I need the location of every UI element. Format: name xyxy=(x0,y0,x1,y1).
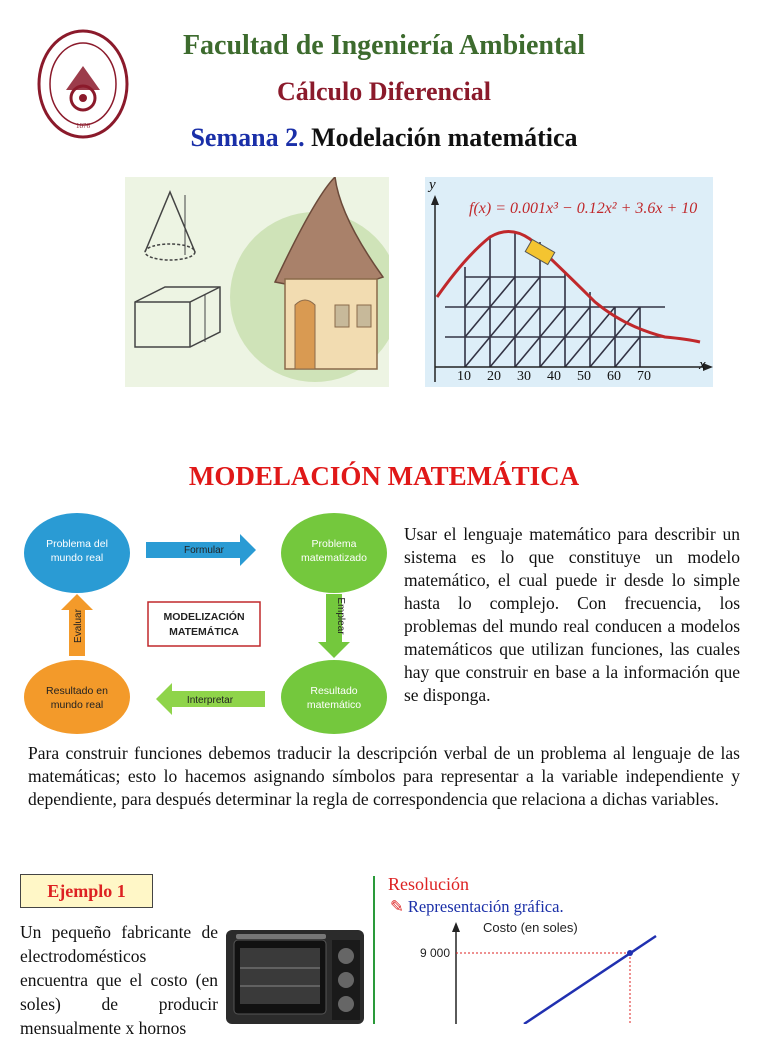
svg-text:MODELIZACIÓN xyxy=(163,610,244,623)
center-box xyxy=(148,602,260,646)
svg-text:Costo (en soles) xyxy=(483,920,578,935)
cost-axis-label: Costo (en soles) xyxy=(483,920,578,935)
course-title: Cálculo Diferencial xyxy=(277,77,491,106)
oven-image xyxy=(224,924,366,1024)
modeling-cycle-diagram xyxy=(20,508,395,738)
coaster-x-tick: 70 xyxy=(637,369,651,384)
coaster-x-tick: 40 xyxy=(547,369,561,384)
faculty-title: Facultad de Ingeniería Ambiental xyxy=(182,30,586,61)
divider-line xyxy=(373,876,375,1024)
resolution-title: Resolución xyxy=(388,874,469,894)
node-text: Problema del xyxy=(46,538,108,550)
arrow-label-evaluar: Evaluar xyxy=(73,609,84,643)
node-text: matematizado xyxy=(301,552,367,564)
coaster-y-axis: y xyxy=(429,177,436,193)
coaster-x-axis: x xyxy=(699,357,706,373)
node-text: mundo real xyxy=(50,699,104,711)
functions-description: Para construir funciones debemos traducir la descripción verbal de un problema al lenguaje de las matemáticas; esto lo hacemos asignando símbolos para representar a la variable independiente y dependiente, para después determinar la regla de correspondencia que relaciona a dichas variables. xyxy=(28,743,740,809)
svg-text:MATEMÁTICA xyxy=(169,625,239,638)
svg-text:Problema del xyxy=(46,538,108,550)
node-text: mundo real xyxy=(50,552,104,564)
pencil-icon: ✎ xyxy=(390,897,404,916)
node-real-result xyxy=(24,660,130,734)
coaster-x-tick: 20 xyxy=(487,369,501,384)
svg-text:Evaluar xyxy=(73,608,84,643)
coaster-x-tick: 50 xyxy=(577,369,591,384)
cost-graph xyxy=(384,916,768,1024)
svg-text:9 000 xyxy=(420,946,450,960)
arrow-label-interpretar: Interpretar xyxy=(186,695,234,706)
example-label-box xyxy=(20,874,153,908)
node-math-result xyxy=(281,660,387,734)
example-text: Un pequeño fabricante de electrodomésticos encuentra que el costo (en soles) de producir mensualmente x hornos xyxy=(20,922,218,1038)
svg-text:matematizado xyxy=(301,552,367,564)
svg-text:Interpretar xyxy=(187,695,234,706)
svg-text:mundo real xyxy=(51,699,104,711)
coaster-x-tick: 30 xyxy=(517,369,531,384)
center-text: MODELIZACIÓN xyxy=(163,611,245,623)
svg-text:Emplear xyxy=(335,597,346,635)
graphic-representation-row xyxy=(390,897,564,917)
node-text: Problema xyxy=(311,538,357,550)
cost-y-tick: 9 000 xyxy=(419,946,450,960)
svg-text:Formular xyxy=(184,545,225,556)
svg-text:Resultado en xyxy=(46,685,108,697)
node-text: matemático xyxy=(306,699,362,711)
geometry-house-illustration xyxy=(125,177,389,387)
svg-text:matemático xyxy=(307,699,361,711)
coaster-x-ticks xyxy=(425,369,713,387)
svg-text:Resultado xyxy=(310,685,357,697)
week-title xyxy=(0,123,768,153)
week-topic: Modelación matemática xyxy=(304,123,578,152)
arrow-label-emplear: Emplear xyxy=(335,597,346,635)
center-text: MATEMÁTICA xyxy=(169,626,239,638)
node-text: Resultado en xyxy=(46,685,108,697)
coaster-x-tick: 60 xyxy=(607,369,621,384)
graphic-representation-label: Representación gráfica. xyxy=(407,897,564,916)
example-label: Ejemplo 1 xyxy=(47,881,126,901)
node-text: Resultado xyxy=(310,685,358,697)
svg-text:1876: 1876 xyxy=(76,122,90,130)
section-title: MODELACIÓN MATEMÁTICA xyxy=(188,461,580,491)
week-label: Semana 2. xyxy=(190,123,305,152)
modeling-description: Usar el lenguaje matemático para describir un sistema es lo que constituye un modelo matemático, el cual puede ir desde lo simple hasta lo complejo. Con frecuencia, los problemas del mundo real conducen a modelos matemáticos que utilizan funciones, las cuales hay que construir en base a la información que se disponga. xyxy=(404,524,740,705)
svg-text:Problema xyxy=(312,538,357,550)
coaster-x-tick: 10 xyxy=(457,369,471,384)
arrow-label-formular: Formular xyxy=(183,545,225,556)
svg-text:mundo real xyxy=(51,552,104,564)
coaster-formula: f(x) = 0.001x³ − 0.12x² + 3.6x + 10 xyxy=(469,200,698,217)
roller-coaster-graph xyxy=(425,177,713,387)
